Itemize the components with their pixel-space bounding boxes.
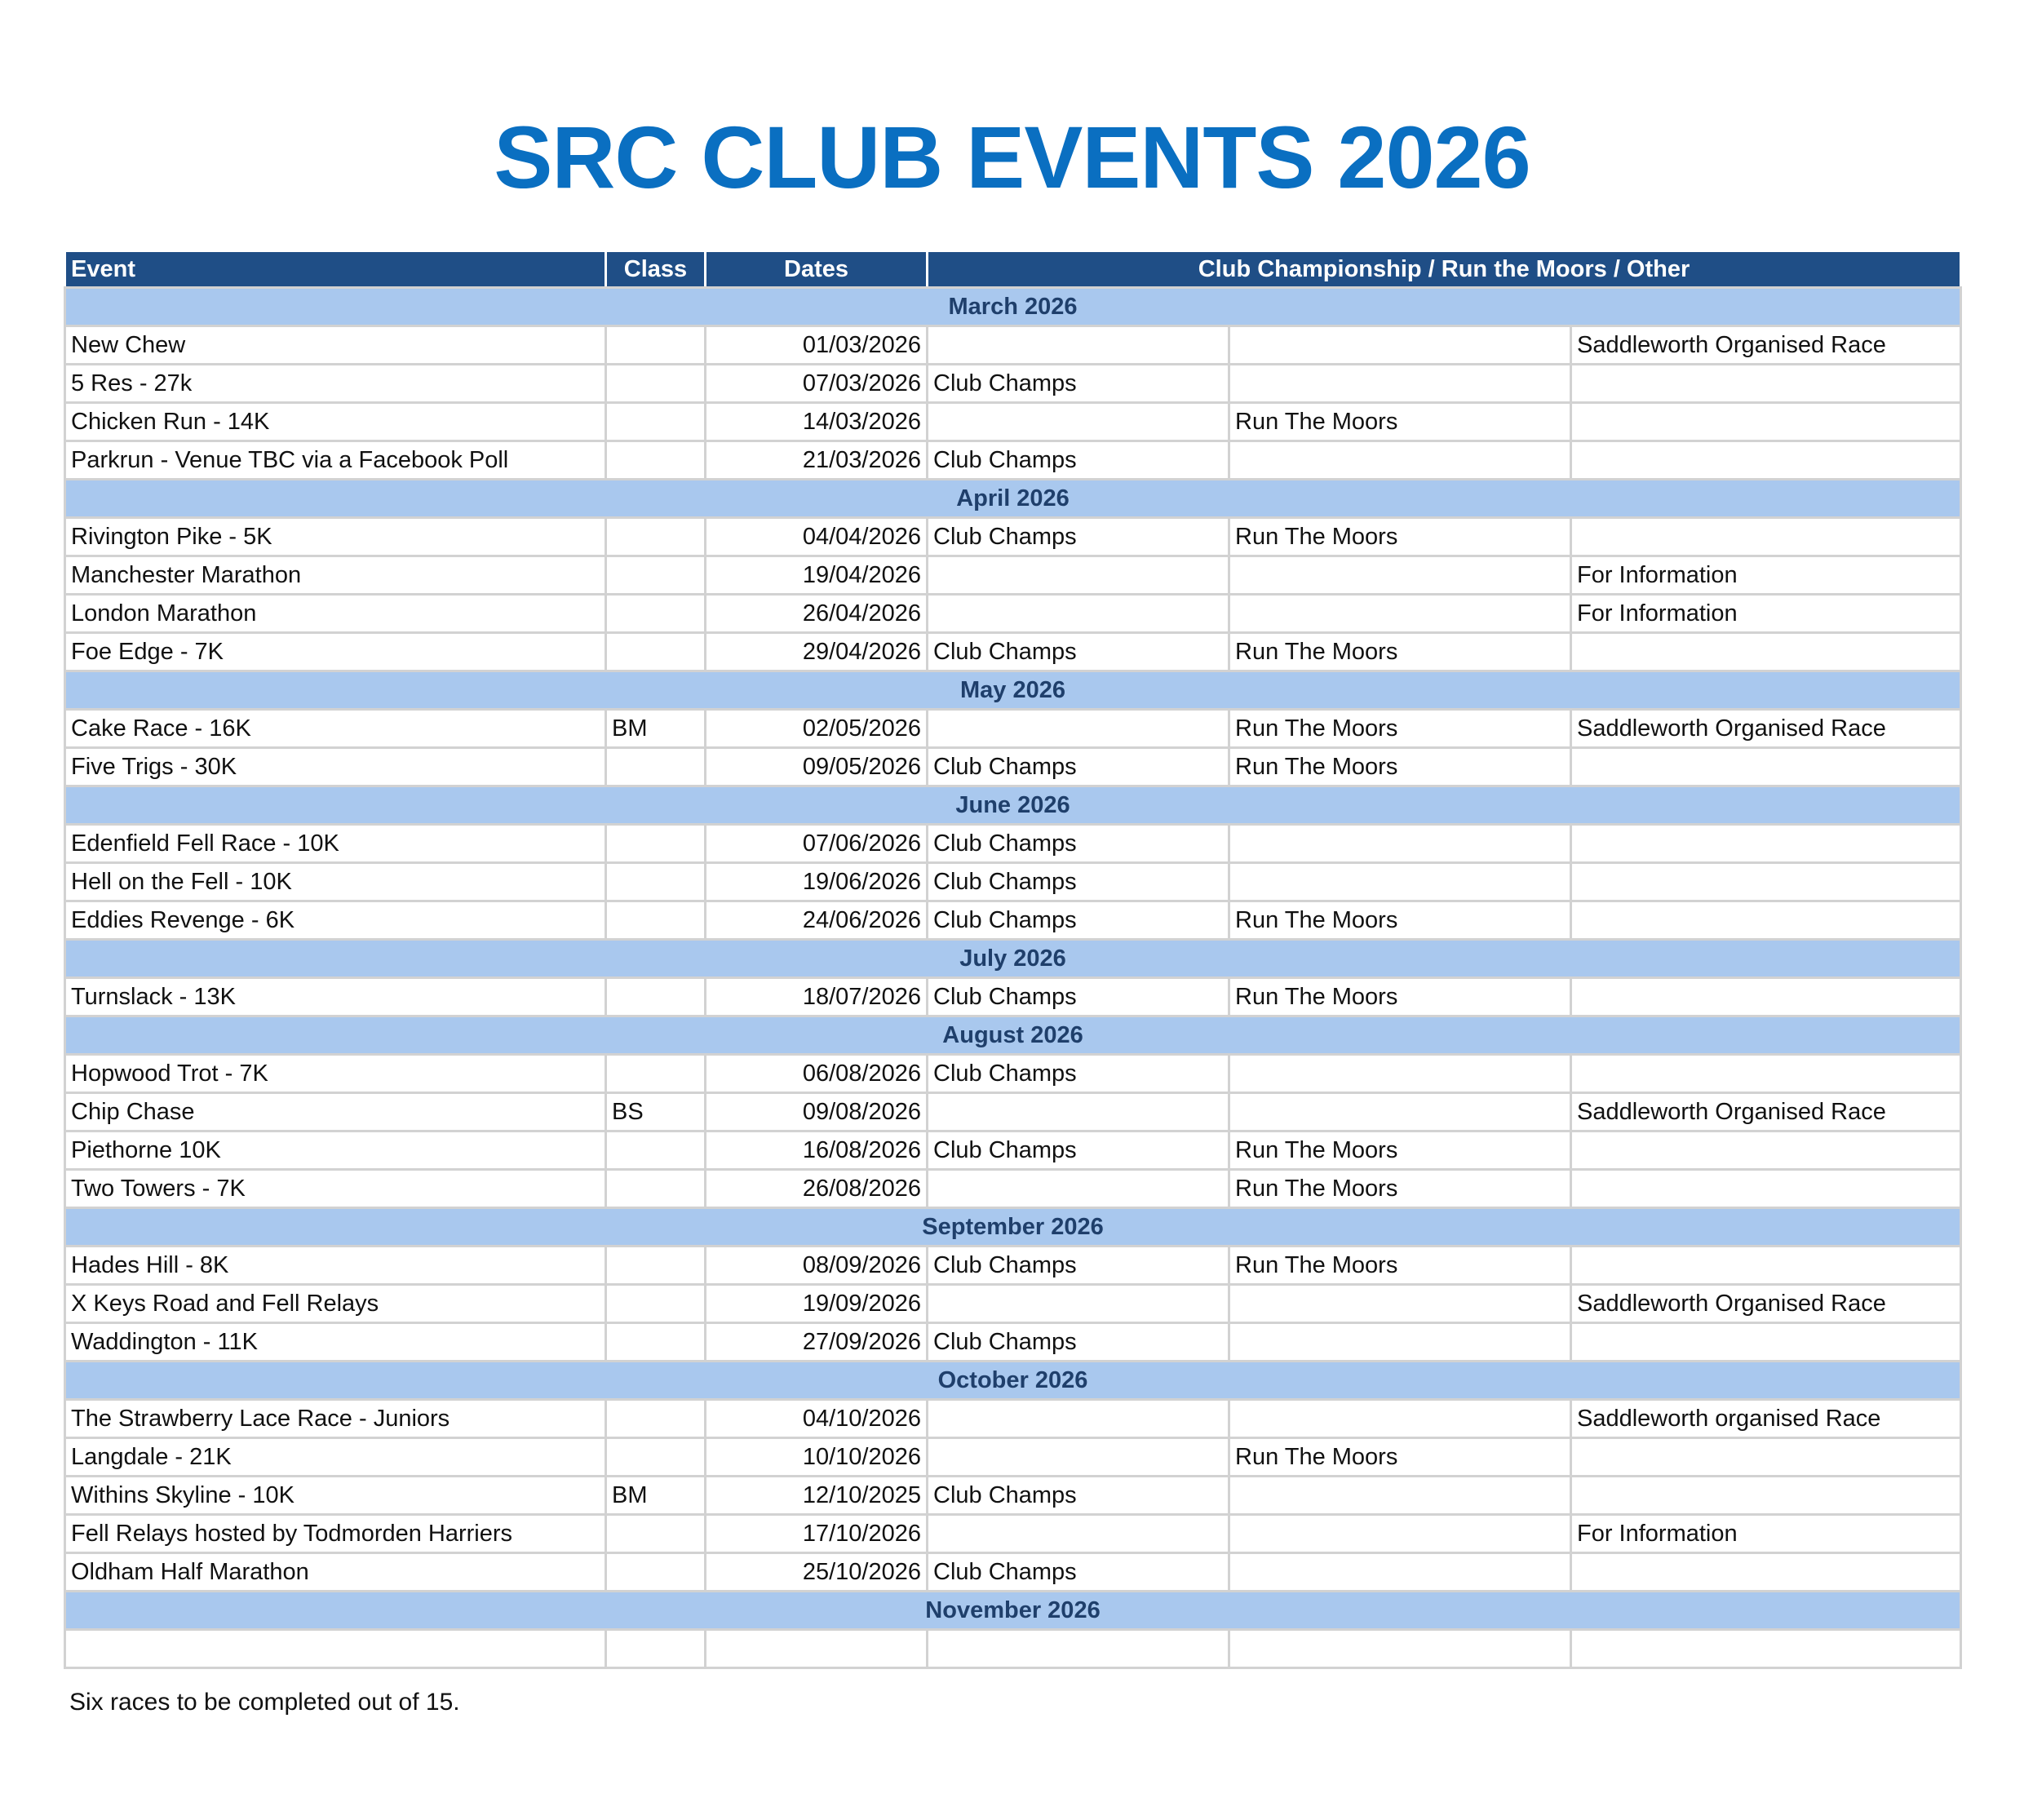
cell-event: Piethorne 10K [65,1131,606,1170]
cell-date: 19/06/2026 [706,863,928,901]
cell-event [65,1630,606,1668]
cell-class [606,863,706,901]
cell-other [1571,1247,1961,1285]
cell-event: Edenfield Fell Race - 10K [65,825,606,863]
cell-event: Waddington - 11K [65,1323,606,1362]
cell-date: 07/03/2026 [706,365,928,403]
month-row [65,1208,1961,1247]
cell-run-the-moors [1229,595,1571,633]
cell-club-champs: Club Champs [928,1055,1229,1093]
cell-class [606,1438,706,1477]
cell-event: 5 Res - 27k [65,365,606,403]
table-row [65,595,1961,633]
cell-run-the-moors [1229,365,1571,403]
cell-date: 09/08/2026 [706,1093,928,1131]
cell-club-champs [928,1515,1229,1553]
cell-class [606,1323,706,1362]
cell-club-champs: Club Champs [928,1477,1229,1515]
cell-class [606,901,706,940]
cell-club-champs: Club Champs [928,518,1229,556]
cell-class [606,825,706,863]
cell-other: Saddleworth organised Race [1571,1400,1961,1438]
cell-other [1571,1630,1961,1668]
table-row [65,1323,1961,1362]
cell-run-the-moors [1229,1093,1571,1131]
cell-club-champs: Club Champs [928,1131,1229,1170]
cell-run-the-moors: Run The Moors [1229,633,1571,671]
cell-class [606,978,706,1016]
cell-run-the-moors: Run The Moors [1229,403,1571,441]
cell-event: Manchester Marathon [65,556,606,595]
cell-class [606,1553,706,1592]
cell-club-champs: Club Champs [928,1323,1229,1362]
cell-event: Chicken Run - 14K [65,403,606,441]
cell-date [706,1630,928,1668]
cell-run-the-moors [1229,1285,1571,1323]
table-row [65,441,1961,480]
cell-other: For Information [1571,595,1961,633]
cell-class [606,403,706,441]
cell-class: BM [606,1477,706,1515]
table-row [65,1170,1961,1208]
cell-event: Hopwood Trot - 7K [65,1055,606,1093]
cell-other [1571,518,1961,556]
cell-class: BS [606,1093,706,1131]
cell-event: Withins Skyline - 10K [65,1477,606,1515]
cell-run-the-moors [1229,556,1571,595]
cell-date: 27/09/2026 [706,1323,928,1362]
cell-date: 17/10/2026 [706,1515,928,1553]
cell-event: Turnslack - 13K [65,978,606,1016]
cell-run-the-moors [1229,441,1571,480]
table-row [65,1285,1961,1323]
cell-other: Saddleworth Organised Race [1571,710,1961,748]
events-table [64,250,1962,1669]
cell-run-the-moors: Run The Moors [1229,710,1571,748]
cell-run-the-moors [1229,1515,1571,1553]
cell-run-the-moors: Run The Moors [1229,748,1571,786]
month-label: August 2026 [65,1016,1961,1055]
cell-class [606,1247,706,1285]
table-row [65,863,1961,901]
month-label: July 2026 [65,940,1961,978]
cell-class [606,595,706,633]
month-row [65,1592,1961,1630]
cell-run-the-moors [1229,1477,1571,1515]
table-row [65,825,1961,863]
cell-run-the-moors [1229,825,1571,863]
cell-club-champs: Club Champs [928,441,1229,480]
table-row [65,403,1961,441]
cell-run-the-moors: Run The Moors [1229,901,1571,940]
cell-other [1571,365,1961,403]
month-label: June 2026 [65,786,1961,825]
cell-other [1571,1438,1961,1477]
cell-event: Parkrun - Venue TBC via a Facebook Poll [65,441,606,480]
cell-date: 06/08/2026 [706,1055,928,1093]
table-row [65,1438,1961,1477]
cell-club-champs [928,1400,1229,1438]
cell-club-champs: Club Champs [928,978,1229,1016]
cell-club-champs [928,326,1229,365]
month-row [65,786,1961,825]
cell-other: For Information [1571,556,1961,595]
table-row [65,1131,1961,1170]
cell-club-champs [928,403,1229,441]
cell-club-champs: Club Champs [928,633,1229,671]
cell-club-champs: Club Champs [928,748,1229,786]
cell-class [606,556,706,595]
cell-class [606,365,706,403]
cell-date: 21/03/2026 [706,441,928,480]
cell-other [1571,1131,1961,1170]
table-row [65,1515,1961,1553]
cell-other [1571,1477,1961,1515]
table-row [65,326,1961,365]
month-row [65,288,1961,326]
cell-club-champs [928,710,1229,748]
cell-club-champs [928,1170,1229,1208]
month-label: May 2026 [65,671,1961,710]
month-label: November 2026 [65,1592,1961,1630]
cell-other [1571,978,1961,1016]
cell-event: Foe Edge - 7K [65,633,606,671]
cell-class [606,748,706,786]
cell-event: X Keys Road and Fell Relays [65,1285,606,1323]
cell-other: Saddleworth Organised Race [1571,1285,1961,1323]
cell-other [1571,1170,1961,1208]
cell-event: Cake Race - 16K [65,710,606,748]
cell-event: Oldham Half Marathon [65,1553,606,1592]
cell-date: 14/03/2026 [706,403,928,441]
month-label: April 2026 [65,480,1961,518]
cell-date: 12/10/2025 [706,1477,928,1515]
table-row [65,1247,1961,1285]
cell-club-champs [928,1438,1229,1477]
cell-event: Chip Chase [65,1093,606,1131]
header-championship-other: Club Championship / Run the Moors / Other [928,251,1961,288]
table-row [65,1093,1961,1131]
header-dates: Dates [706,251,928,288]
cell-event: Langdale - 21K [65,1438,606,1477]
cell-other: For Information [1571,1515,1961,1553]
cell-club-champs: Club Champs [928,863,1229,901]
cell-date: 08/09/2026 [706,1247,928,1285]
cell-club-champs [928,1630,1229,1668]
cell-event: Fell Relays hosted by Todmorden Harriers [65,1515,606,1553]
table-row [65,518,1961,556]
cell-run-the-moors: Run The Moors [1229,1247,1571,1285]
cell-date: 25/10/2026 [706,1553,928,1592]
table-row [65,365,1961,403]
month-label: September 2026 [65,1208,1961,1247]
table-row [65,710,1961,748]
cell-date: 19/09/2026 [706,1285,928,1323]
cell-other [1571,748,1961,786]
cell-event: London Marathon [65,595,606,633]
header-event: Event [65,251,606,288]
cell-date: 07/06/2026 [706,825,928,863]
cell-other [1571,441,1961,480]
cell-date: 10/10/2026 [706,1438,928,1477]
cell-other: Saddleworth Organised Race [1571,326,1961,365]
cell-date: 02/05/2026 [706,710,928,748]
cell-date: 04/04/2026 [706,518,928,556]
cell-club-champs [928,1093,1229,1131]
month-label: October 2026 [65,1362,1961,1400]
cell-date: 16/08/2026 [706,1131,928,1170]
cell-other [1571,403,1961,441]
cell-class [606,1285,706,1323]
month-row [65,480,1961,518]
cell-class [606,1515,706,1553]
cell-class: BM [606,710,706,748]
cell-other [1571,1323,1961,1362]
month-row [65,671,1961,710]
cell-club-champs [928,1285,1229,1323]
table-header [65,251,1961,288]
table-row [65,1400,1961,1438]
cell-event: Eddies Revenge - 6K [65,901,606,940]
cell-event: Five Trigs - 30K [65,748,606,786]
month-row [65,940,1961,978]
table-row [65,1553,1961,1592]
cell-club-champs: Club Champs [928,901,1229,940]
header-class: Class [606,251,706,288]
cell-class [606,1170,706,1208]
cell-other [1571,901,1961,940]
cell-event: Hades Hill - 8K [65,1247,606,1285]
table-row [65,1477,1961,1515]
cell-run-the-moors [1229,1055,1571,1093]
cell-class [606,326,706,365]
cell-run-the-moors [1229,326,1571,365]
page-title: SRC CLUB EVENTS 2026 [494,108,1530,206]
cell-run-the-moors: Run The Moors [1229,518,1571,556]
table-row [65,748,1961,786]
cell-class [606,1055,706,1093]
cell-event: New Chew [65,326,606,365]
cell-club-champs: Club Champs [928,825,1229,863]
cell-class [606,518,706,556]
cell-date: 29/04/2026 [706,633,928,671]
cell-other [1571,825,1961,863]
cell-run-the-moors: Run The Moors [1229,1170,1571,1208]
cell-date: 09/05/2026 [706,748,928,786]
cell-date: 01/03/2026 [706,326,928,365]
cell-run-the-moors [1229,1630,1571,1668]
cell-class [606,441,706,480]
cell-run-the-moors: Run The Moors [1229,1131,1571,1170]
cell-club-champs: Club Champs [928,1553,1229,1592]
month-row [65,1362,1961,1400]
cell-other [1571,1553,1961,1592]
table-row [65,556,1961,595]
cell-run-the-moors: Run The Moors [1229,1438,1571,1477]
cell-club-champs: Club Champs [928,365,1229,403]
cell-date: 18/07/2026 [706,978,928,1016]
cell-other [1571,633,1961,671]
table-row [65,633,1961,671]
table-row [65,1630,1961,1668]
cell-event: The Strawberry Lace Race - Juniors [65,1400,606,1438]
table-row [65,978,1961,1016]
cell-run-the-moors [1229,863,1571,901]
cell-other [1571,863,1961,901]
cell-date: 26/04/2026 [706,595,928,633]
cell-date: 24/06/2026 [706,901,928,940]
cell-event: Rivington Pike - 5K [65,518,606,556]
table-row [65,901,1961,940]
cell-other [1571,1055,1961,1093]
cell-club-champs: Club Champs [928,1247,1229,1285]
footnote: Six races to be completed out of 15. [69,1689,460,1716]
cell-run-the-moors [1229,1400,1571,1438]
cell-club-champs [928,556,1229,595]
cell-other: Saddleworth Organised Race [1571,1093,1961,1131]
cell-class [606,1400,706,1438]
cell-class [606,1630,706,1668]
month-row [65,1016,1961,1055]
cell-class [606,633,706,671]
table-row [65,1055,1961,1093]
table-body [65,288,1961,1668]
cell-run-the-moors [1229,1553,1571,1592]
cell-club-champs [928,595,1229,633]
cell-event: Hell on the Fell - 10K [65,863,606,901]
cell-date: 26/08/2026 [706,1170,928,1208]
cell-date: 04/10/2026 [706,1400,928,1438]
cell-run-the-moors: Run The Moors [1229,978,1571,1016]
cell-run-the-moors [1229,1323,1571,1362]
cell-event: Two Towers - 7K [65,1170,606,1208]
month-label: March 2026 [65,288,1961,326]
cell-date: 19/04/2026 [706,556,928,595]
cell-class [606,1131,706,1170]
